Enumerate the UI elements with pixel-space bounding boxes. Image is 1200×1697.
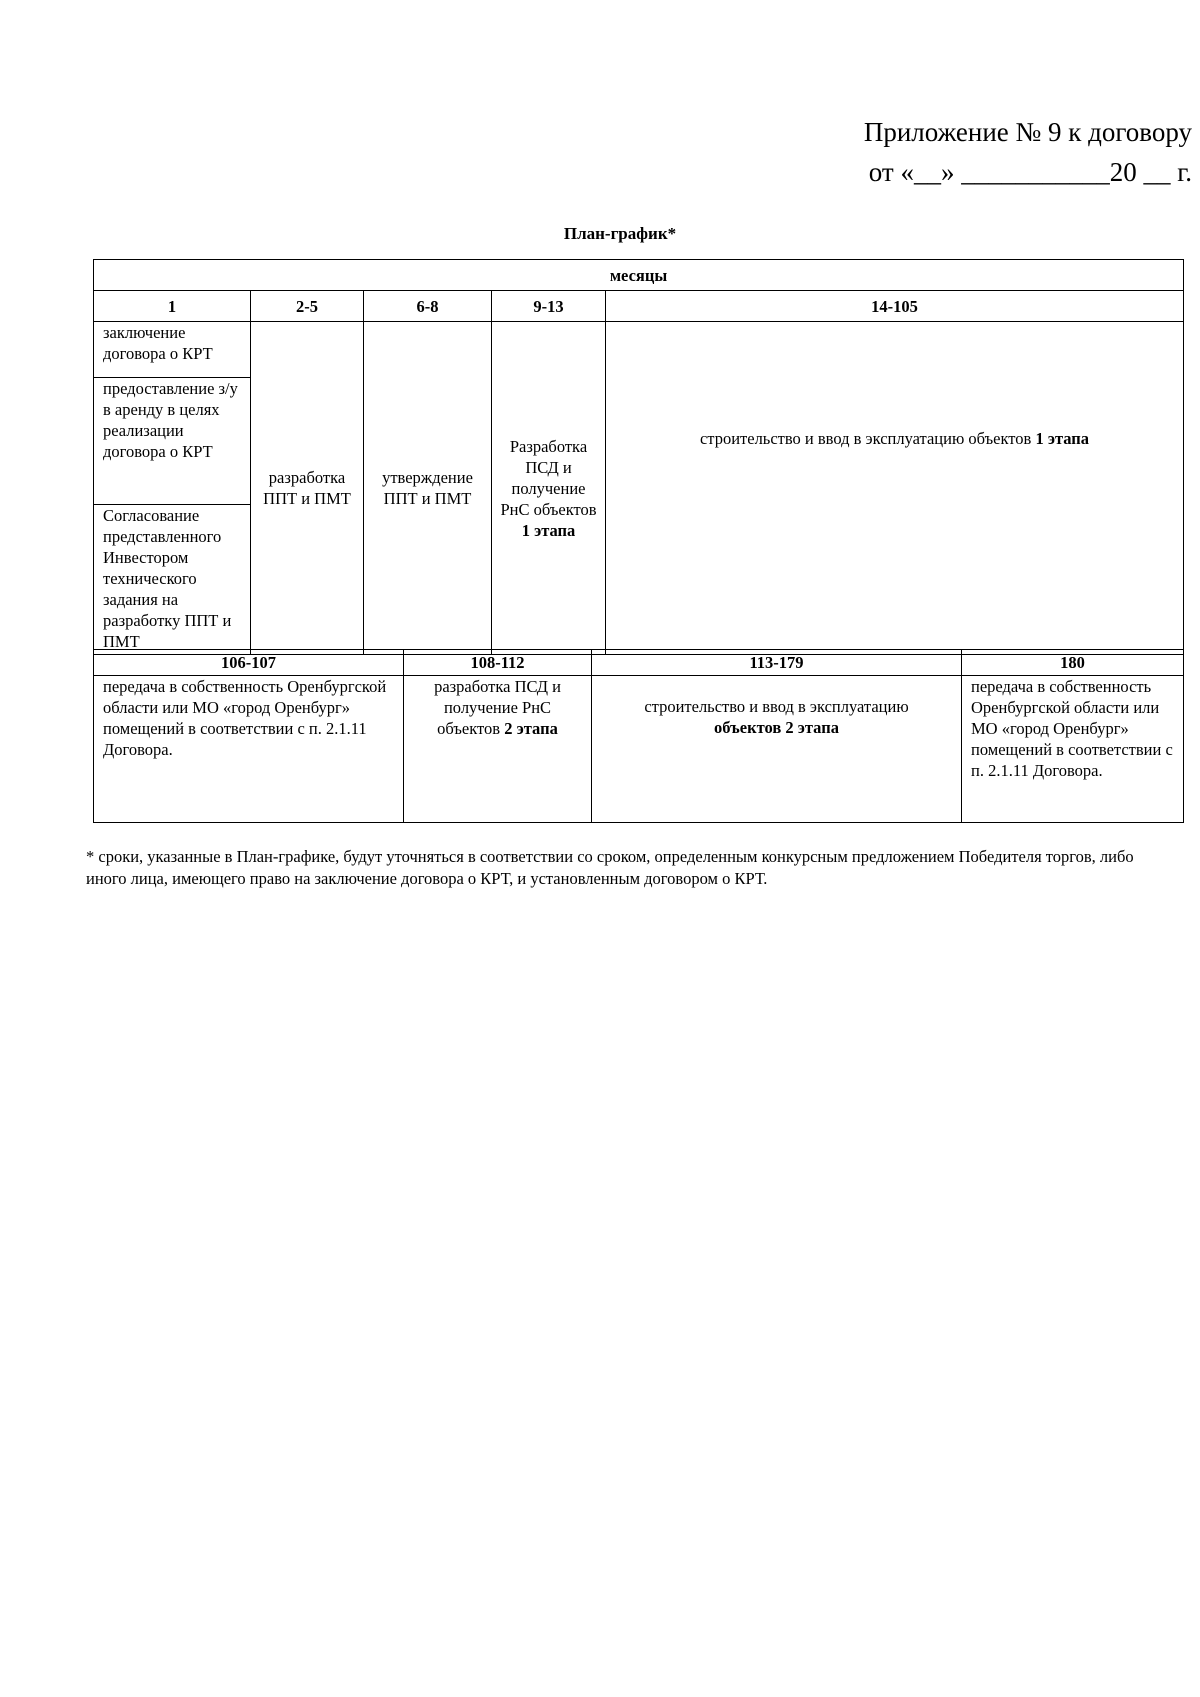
task-construction-stage-1 (606, 322, 1184, 655)
appendix-line-2: от «__» ___________20 __ г. (868, 157, 1192, 187)
column-header: 113-179 (592, 650, 962, 676)
task-design-docs-text: разработка ПСД и получение РнС объектов (434, 677, 561, 738)
task-design-docs-text: Разработка ПСД и получение РнС объектов (500, 436, 597, 519)
document-title: План-график* (563, 224, 677, 243)
task-ppt-pmt-development: разработка ППТ и ПМТ (251, 322, 364, 655)
task-property-transfer-final: передача в собственность Оренбургской области или МО «город Оренбург» помещений в соответствии с п. 2.1.11 Договора. (962, 676, 1184, 823)
appendix-header (864, 112, 1192, 192)
stage-label: 1 этапа (1035, 429, 1090, 448)
task-design-docs-stage-1 (492, 322, 606, 655)
stage-label: 1 этапа (521, 520, 576, 540)
task-construction-text: строительство и ввод в эксплуатацию объектов (699, 429, 1032, 448)
task-contract-conclusion: заключение договора о КРТ (94, 322, 250, 378)
stage-label: 2 этапа (504, 719, 558, 738)
task-construction-text: строительство и ввод в эксплуатацию (644, 697, 909, 716)
schedule-table-stage-2 (93, 649, 1184, 823)
column-header: 14-105 (606, 291, 1184, 322)
stage-label: объектов 2 этапа (714, 718, 839, 737)
months-header: месяцы (94, 260, 1184, 291)
column-header: 106-107 (94, 650, 404, 676)
task-ppt-pmt-approval: утверждение ППТ и ПМТ (364, 322, 492, 655)
column-header: 180 (962, 650, 1184, 676)
month-1-cell (94, 322, 251, 655)
task-tech-spec-approval: Согласование представленного Инвестором технического задания на разработку ППТ и ПМТ (103, 506, 232, 651)
column-header: 9-13 (492, 291, 606, 322)
appendix-line-1: Приложение № 9 к договору (863, 117, 1192, 147)
column-header: 6-8 (364, 291, 492, 322)
column-header: 2-5 (251, 291, 364, 322)
task-design-docs-stage-2 (404, 676, 592, 823)
schedule-table-stage-1 (93, 259, 1184, 655)
footnote: * сроки, указанные в План-графике, будут уточняться в соответствии со сроком, определенным конкурсным предложением Победителя торгов, либо иного лица, имеющего право на заключение договора о КРТ, и установленным договором о КРТ. (86, 847, 1134, 888)
task-construction-stage-2 (592, 676, 962, 823)
column-header: 1 (94, 291, 251, 322)
task-land-lease: предоставление з/у в аренду в целях реализации договора о КРТ (94, 378, 250, 505)
task-property-transfer: передача в собственность Оренбургской области или МО «город Оренбург» помещений в соответствии с п. 2.1.11 Договора. (94, 676, 404, 823)
column-header: 108-112 (404, 650, 592, 676)
